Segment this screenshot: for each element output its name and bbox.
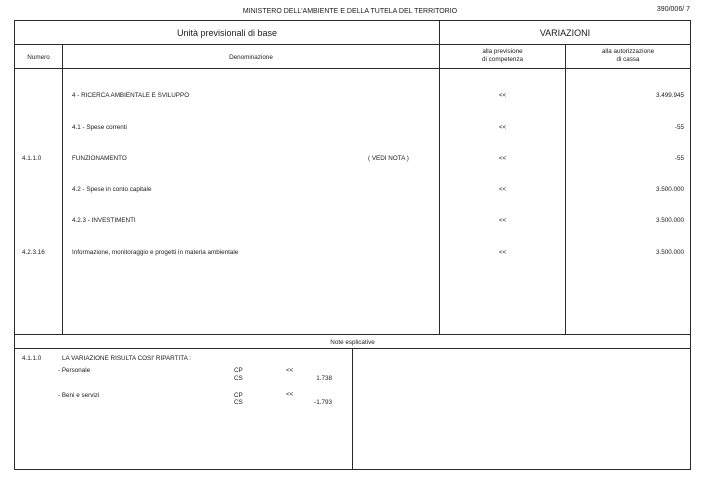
row-denominazione: Informazione, monitoraggio e progetti in materia ambientale xyxy=(72,249,239,256)
row-competenza: << xyxy=(498,92,507,99)
row-denominazione: FUNZIONAMENTO xyxy=(72,155,127,162)
note-item-label: - Beni e servizi xyxy=(58,392,100,399)
col-competenza: alla previsione di competenza xyxy=(482,48,523,63)
ministry-title: MINISTERO DELL'AMBIENTE E DELLA TUTELA DEL TERRITORIO xyxy=(242,8,458,15)
upb-header: Unità previsionali di base xyxy=(176,28,278,38)
note-cs-value: 1.738 xyxy=(316,375,332,382)
row-competenza: << xyxy=(498,124,507,131)
row-numero: 4.1.1.0 xyxy=(22,155,42,162)
table-bottom-border xyxy=(14,469,691,470)
col-numero: Numero xyxy=(27,54,50,61)
note-cp-label: CP xyxy=(234,367,243,374)
note-cp-label: CP xyxy=(234,392,243,399)
row-competenza: << xyxy=(498,217,507,224)
note-cp-value: << xyxy=(286,391,294,398)
notes-column-divider xyxy=(352,348,353,469)
variazioni-column-divider xyxy=(439,20,440,334)
column-header-divider xyxy=(14,68,691,69)
row-denominazione: 4 - RICERCA AMBIENTALE E SVILUPPO xyxy=(72,92,190,99)
notes-heading: LA VARIAZIONE RISULTA COSI' RIPARTITA : xyxy=(62,355,191,362)
col-cassa: alla autorizzazione di cassa xyxy=(601,48,655,63)
notes-title: Note esplicative xyxy=(330,339,375,346)
note-item-label: - Personale xyxy=(58,367,91,374)
row-denominazione: 4.1 - Spese correnti xyxy=(72,124,127,131)
note-cs-label: CS xyxy=(234,399,243,406)
table-top-border xyxy=(14,20,691,21)
row-competenza: << xyxy=(498,155,507,162)
row-cassa: -55 xyxy=(674,124,684,131)
row-competenza: << xyxy=(498,249,507,256)
row-competenza: << xyxy=(498,186,507,193)
notes-top-divider xyxy=(14,334,691,335)
note-cs-value: -1.793 xyxy=(314,399,332,406)
variazioni-header: VARIAZIONI xyxy=(539,28,591,38)
row-cassa: 3.500.000 xyxy=(655,249,684,256)
row-cassa: -55 xyxy=(674,155,684,162)
document-code: 390/006/ 7 xyxy=(656,6,690,13)
header-divider xyxy=(14,44,691,45)
numero-column-divider xyxy=(62,44,63,334)
row-cassa: 3.499.945 xyxy=(655,92,684,99)
table-right-border xyxy=(690,20,691,470)
note-cs-label: CS xyxy=(234,375,243,382)
row-nota: ( VEDI NOTA ) xyxy=(368,155,409,162)
row-cassa: 3.500.000 xyxy=(655,186,684,193)
col-denominazione: Denominazione xyxy=(229,54,273,61)
row-cassa: 3.500.000 xyxy=(655,217,684,224)
row-denominazione: 4.2 - Spese in conto capitale xyxy=(72,186,152,193)
note-cp-value: << xyxy=(286,367,294,374)
row-denominazione: 4.2.3 - INVESTIMENTI xyxy=(72,217,136,224)
notes-code: 4.1.1.0 xyxy=(22,355,42,362)
table-left-border xyxy=(14,20,15,470)
row-numero: 4.2.3.16 xyxy=(22,249,45,256)
